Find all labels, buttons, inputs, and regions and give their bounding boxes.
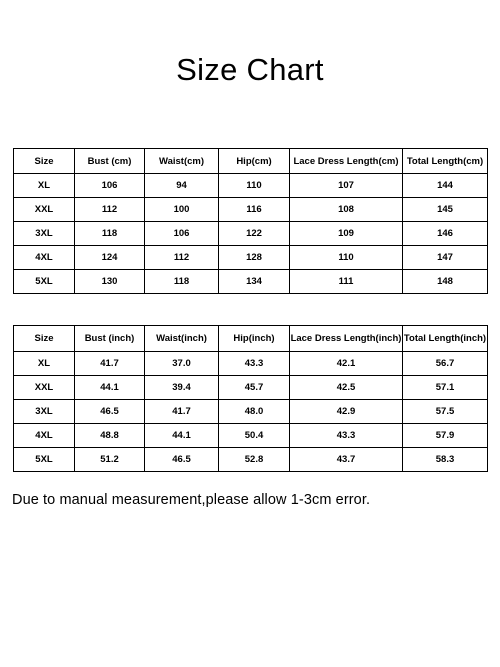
header-cell: Bust (cm) [75,149,145,174]
table-cell: XL [14,174,75,198]
table-cell: 57.1 [403,376,488,400]
measurement-note: Due to manual measurement,please allow 1-3cm error. [12,492,371,508]
table-cell: 111 [290,270,403,294]
table-row [14,400,488,424]
table-row [14,222,488,246]
table-row [14,270,488,294]
table-cell: 109 [290,222,403,246]
table-cell: XXL [14,198,75,222]
table-cell: 124 [75,246,145,270]
table-cell: 43.3 [219,352,290,376]
table-cell: 46.5 [145,448,219,472]
table-cell: 42.9 [290,400,403,424]
page-title: Size Chart [176,52,324,87]
table-cell: XL [14,352,75,376]
table-cell: 108 [290,198,403,222]
header-cell: Lace Dress Length(cm) [290,149,403,174]
header-cell: Total Length(cm) [403,149,488,174]
table-row [14,174,488,198]
table-cell: 148 [403,270,488,294]
table-cell: 43.3 [290,424,403,448]
table-cell: 128 [219,246,290,270]
table-cell: 106 [75,174,145,198]
table-cell: 41.7 [145,400,219,424]
table-cell: 122 [219,222,290,246]
table-cell: 57.9 [403,424,488,448]
header-cell: Bust (inch) [75,326,145,352]
size-table-cm [13,148,488,294]
table-row [14,376,488,400]
table-cell: 43.7 [290,448,403,472]
table-cell: 44.1 [75,376,145,400]
table-row [14,352,488,376]
table-cell: 41.7 [75,352,145,376]
table-cell: 48.8 [75,424,145,448]
table-cell: 3XL [14,222,75,246]
table-header-row [14,326,488,352]
table-cell: 42.5 [290,376,403,400]
table-cell: 39.4 [145,376,219,400]
table-cell: 5XL [14,270,75,294]
table-cell: 4XL [14,246,75,270]
table-cell: 130 [75,270,145,294]
table-row [14,424,488,448]
table-cell: 5XL [14,448,75,472]
table-cell: 57.5 [403,400,488,424]
table-cell: 106 [145,222,219,246]
table-cell: 51.2 [75,448,145,472]
size-table-inch [13,325,488,472]
table-cell: 144 [403,174,488,198]
table-cell: 44.1 [145,424,219,448]
table-cell: 52.8 [219,448,290,472]
table-row [14,198,488,222]
table-cell: 116 [219,198,290,222]
table-cell: 58.3 [403,448,488,472]
table-cell: 112 [145,246,219,270]
table-row [14,448,488,472]
table-cell: 147 [403,246,488,270]
table-cell: 56.7 [403,352,488,376]
table-cell: 46.5 [75,400,145,424]
header-cell: Hip(cm) [219,149,290,174]
header-cell: Waist(cm) [145,149,219,174]
table-cell: 134 [219,270,290,294]
table-cell: 50.4 [219,424,290,448]
header-cell: Waist(inch) [145,326,219,352]
table-cell: 112 [75,198,145,222]
table-cell: 48.0 [219,400,290,424]
table-header-row [14,149,488,174]
header-cell: Hip(inch) [219,326,290,352]
header-cell: Size [14,149,75,174]
table-cell: 94 [145,174,219,198]
header-cell: Lace Dress Length(inch) [290,326,403,352]
table-cell: 4XL [14,424,75,448]
table-row [14,246,488,270]
table-cell: 100 [145,198,219,222]
table-cell: 118 [75,222,145,246]
table-cell: 45.7 [219,376,290,400]
table-cell: 118 [145,270,219,294]
table-cell: 37.0 [145,352,219,376]
table-cell: 145 [403,198,488,222]
header-cell: Size [14,326,75,352]
table-cell: 3XL [14,400,75,424]
table-cell: XXL [14,376,75,400]
table-cell: 110 [219,174,290,198]
table-cell: 42.1 [290,352,403,376]
table-cell: 110 [290,246,403,270]
table-cell: 107 [290,174,403,198]
header-cell: Total Length(inch) [403,326,488,352]
table-cell: 146 [403,222,488,246]
